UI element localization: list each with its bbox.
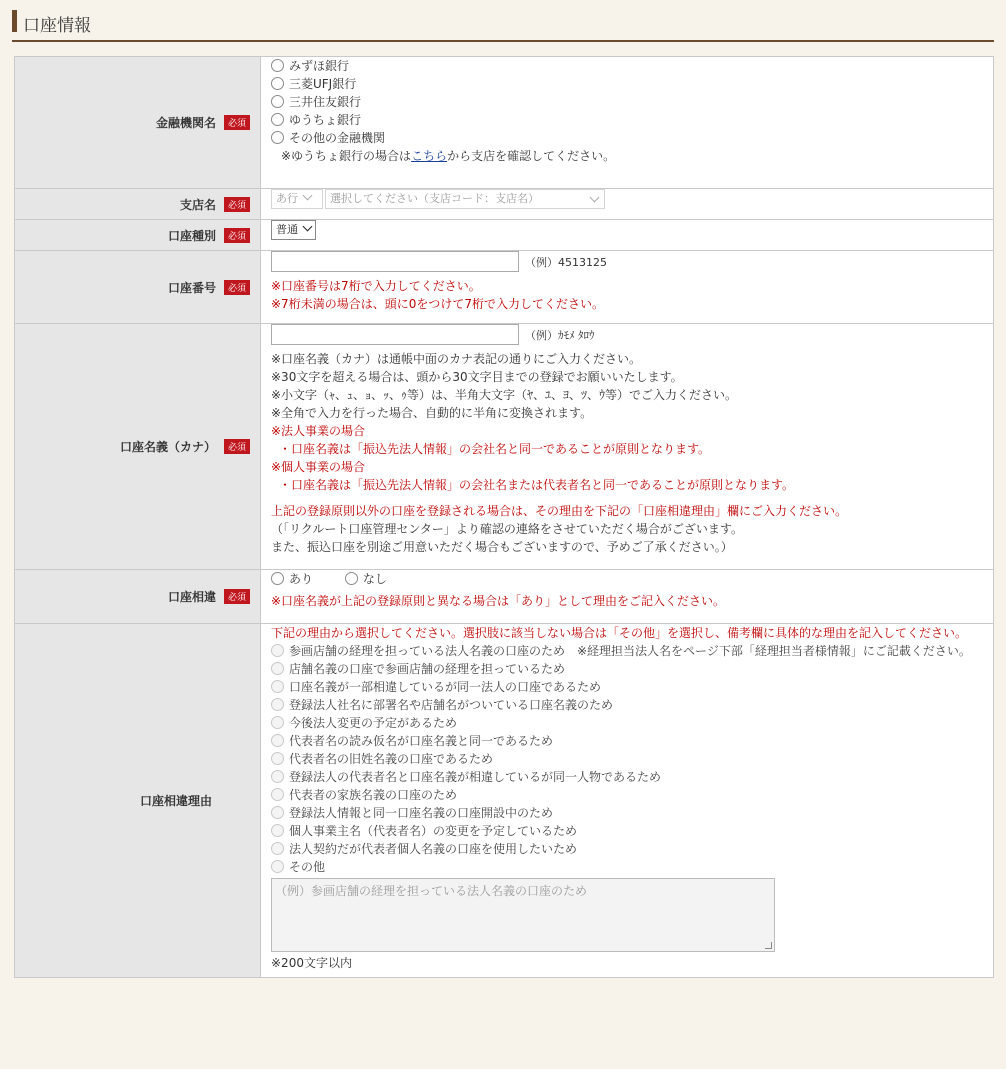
diff-reason-option[interactable] (271, 804, 983, 822)
required-badge: 必須 (224, 439, 250, 454)
kana-row-select-value: あ行 (276, 192, 298, 205)
diff-reason-label: 口座相違理由 (139, 794, 212, 808)
radio-icon[interactable] (271, 842, 284, 855)
branch-label-cell (15, 189, 261, 220)
diff-reason-option[interactable] (271, 714, 983, 732)
diff-reason-option-label: 今後法人変更の予定があるため (289, 716, 458, 730)
diff-reason-option-label: 代表者名の旧姓名義の口座であるため (289, 752, 494, 766)
branch-select[interactable] (325, 189, 605, 209)
account-name-note: ※30文字を超える場合は、頭から30文字目までの登録でお願いいたします。 (271, 370, 683, 384)
radio-icon[interactable] (271, 572, 284, 585)
diff-reason-option[interactable] (271, 732, 983, 750)
bank-option[interactable] (271, 111, 983, 129)
account-form (14, 56, 994, 978)
radio-icon[interactable] (271, 734, 284, 747)
diff-reason-row (15, 624, 994, 978)
account-diff-row (15, 570, 994, 624)
bank-option-label: みずほ銀行 (289, 59, 350, 73)
branch-select-value: 選択してください（支店コード：支店名） (330, 192, 539, 205)
radio-icon[interactable] (271, 131, 284, 144)
account-number-label: 口座番号 (167, 280, 216, 295)
radio-icon[interactable] (271, 788, 284, 801)
diff-reason-option[interactable] (271, 642, 983, 660)
account-name-label-cell (15, 324, 261, 570)
diff-reason-option-label: 登録法人社名に部署名や店舗名がついている口座名義のため (289, 698, 614, 712)
diff-reason-intro: 下記の理由から選択してください。選択肢に該当しない場合は「その他」を選択し、備考欄に具体的な理由を記入してください。 (271, 626, 968, 640)
corp-heading: ※法人事業の場合 (271, 424, 366, 438)
radio-icon[interactable] (271, 59, 284, 72)
account-name-field-cell (261, 324, 994, 570)
chevron-down-icon (590, 193, 600, 203)
radio-icon[interactable] (271, 824, 284, 837)
diff-reason-option[interactable] (271, 660, 983, 678)
radio-icon[interactable] (271, 752, 284, 765)
account-number-field-cell (261, 251, 994, 324)
account-type-row (15, 220, 994, 251)
indiv-heading: ※個人事業の場合 (271, 460, 366, 474)
required-badge: 必須 (224, 115, 250, 130)
account-number-input[interactable] (271, 251, 519, 272)
section-header-bar (12, 10, 17, 32)
diff-yes-option[interactable] (271, 572, 313, 586)
diff-reason-option-label: 法人契約だが代表者個人名義の口座を使用したいため (289, 842, 578, 856)
diff-reason-limit: ※200文字以内 (271, 956, 352, 970)
diff-reason-option-label: 登録法人情報と同一口座名義の口座開設中のため (289, 806, 554, 820)
account-number-label-cell (15, 251, 261, 324)
section-header (12, 8, 994, 42)
diff-reason-option[interactable] (271, 678, 983, 696)
diff-reason-option[interactable] (271, 768, 983, 786)
branch-lookup-link[interactable]: こちら (411, 149, 448, 163)
account-diff-label: 口座相違 (167, 590, 216, 604)
section-title: 口座情報 (23, 16, 91, 36)
branch-label: 支店名 (179, 197, 216, 212)
diff-no-option[interactable] (345, 572, 387, 586)
account-diff-label-cell (15, 570, 261, 624)
bank-option[interactable] (271, 129, 983, 147)
diff-reason-option[interactable] (271, 786, 983, 804)
diff-reason-option[interactable] (271, 858, 983, 876)
required-badge: 必須 (224, 589, 250, 604)
diff-reason-option-label: 店舗名義の口座で参画店舗の経理を担っているため (289, 662, 566, 676)
diff-reason-option-label: 口座名義が一部相違しているが同一法人の口座であるため (289, 680, 602, 694)
account-name-label: 口座名義（カナ） (119, 440, 216, 454)
diff-reason-placeholder: （例）参画店舗の経理を担っている法人名義の口座のため (275, 884, 588, 898)
diff-reason-option[interactable] (271, 840, 983, 858)
account-name-note: ※小文字（ｬ、ｭ、ｮ、ｯ、ｩ等）は、半角大文字（ﾔ、ﾕ、ﾖ、ﾂ、ｳ等）でご入力ください。 (271, 388, 738, 402)
bank-option-label: 三井住友銀行 (289, 95, 362, 109)
resize-handle-icon[interactable] (765, 942, 772, 949)
required-badge: 必須 (224, 280, 250, 295)
account-number-example: （例）4513125 (525, 255, 607, 269)
bank-option[interactable] (271, 93, 983, 111)
radio-icon[interactable] (271, 698, 284, 711)
diff-reason-label-cell (15, 624, 261, 978)
account-type-label: 口座種別 (167, 228, 216, 243)
account-type-field-cell (261, 220, 994, 251)
account-type-select-value: 普通 (276, 223, 298, 236)
radio-icon[interactable] (271, 113, 284, 126)
diff-reason-option-label: 代表者名の読み仮名が口座名義と同一であるため (289, 734, 554, 748)
radio-icon[interactable] (271, 680, 284, 693)
account-number-note: ※7桁未満の場合は、頭に0をつけて7桁で入力してください。 (271, 297, 604, 311)
principle-note: 上記の登録原則以外の口座を登録される場合は、その理由を下記の「口座相違理由」欄にご入力ください。 (271, 504, 848, 518)
account-number-note: ※口座番号は7桁で入力してください。 (271, 279, 481, 293)
radio-icon[interactable] (271, 716, 284, 729)
diff-no-label: なし (362, 572, 387, 586)
radio-icon[interactable] (271, 860, 284, 873)
required-badge: 必須 (224, 197, 250, 212)
chevron-down-icon (303, 222, 313, 232)
diff-reason-option[interactable] (271, 696, 983, 714)
chevron-down-icon (303, 191, 313, 201)
radio-icon[interactable] (345, 572, 358, 585)
account-name-example: （例）ｶﾓﾒ ﾀﾛｳ (525, 328, 595, 342)
diff-yes-label: あり (289, 572, 314, 586)
bank-note-text: から支店を確認してください。 (447, 149, 616, 163)
diff-reason-option-label: 個人事業主名（代表者名）の変更を予定しているため (289, 824, 578, 838)
required-badge: 必須 (224, 228, 250, 243)
diff-reason-list (271, 642, 983, 876)
bank-label: 金融機関名 (155, 116, 216, 130)
account-name-input[interactable] (271, 324, 519, 345)
bank-option[interactable] (271, 75, 983, 93)
diff-reason-option[interactable] (271, 822, 983, 840)
bank-option-label: その他の金融機関 (289, 131, 386, 145)
radio-icon[interactable] (271, 95, 284, 108)
bank-label-cell (15, 57, 261, 189)
account-type-label-cell (15, 220, 261, 251)
radio-icon[interactable] (271, 770, 284, 783)
corp-text: ・口座名義は「振込先法人情報」の会社名と同一であることが原則となります。 (279, 442, 711, 456)
branch-row (15, 189, 994, 220)
diff-reason-textarea[interactable] (271, 878, 775, 952)
bank-option[interactable] (271, 57, 983, 75)
bank-option-label: ゆうちょ銀行 (289, 113, 362, 127)
bank-option-label: 三菱UFJ銀行 (289, 77, 357, 91)
account-number-row (15, 251, 994, 324)
indiv-text: ・口座名義は「振込先法人情報」の会社名または代表者名と同一であることが原則となります。 (279, 478, 795, 492)
bank-row (15, 57, 994, 189)
diff-reason-option-label: 参画店舗の経理を担っている法人名義の口座のため ※経理担当法人名をページ下部「経理担当者様情報」にご記載ください。 (289, 644, 971, 658)
bank-note (271, 147, 983, 165)
principle-note-sub: （「リクルート口座管理センター」より確認の連絡をさせていただく場合がございます。 (271, 522, 743, 536)
bank-note-text: ※ゆうちょ銀行の場合は (281, 149, 412, 163)
account-diff-note: ※口座名義が上記の登録原則と異なる場合は「あり」として理由をご記入ください。 (271, 594, 726, 608)
branch-field-cell (261, 189, 994, 220)
radio-icon[interactable] (271, 662, 284, 675)
bank-field-cell (261, 57, 994, 189)
radio-icon[interactable] (271, 77, 284, 90)
diff-reason-option-label: その他 (289, 860, 326, 874)
radio-icon[interactable] (271, 644, 284, 657)
account-diff-field-cell (261, 570, 994, 624)
principle-note-sub: また、振込口座を別途ご用意いただく場合もございますので、予めご了承ください。） (271, 540, 733, 554)
account-name-note: ※口座名義（カナ）は通帳中面のカナ表記の通りにご入力ください。 (271, 352, 642, 366)
diff-reason-option-label: 登録法人の代表者名と口座名義が相違しているが同一人物であるため (289, 770, 662, 784)
diff-reason-field-cell (261, 624, 994, 978)
account-type-select[interactable] (271, 220, 316, 240)
diff-reason-option-label: 代表者の家族名義の口座のため (289, 788, 458, 802)
diff-reason-option[interactable] (271, 750, 983, 768)
kana-row-select[interactable] (271, 189, 323, 209)
account-name-note: ※全角で入力を行った場合、自動的に半角に変換されます。 (271, 406, 593, 420)
account-name-row (15, 324, 994, 570)
radio-icon[interactable] (271, 806, 284, 819)
